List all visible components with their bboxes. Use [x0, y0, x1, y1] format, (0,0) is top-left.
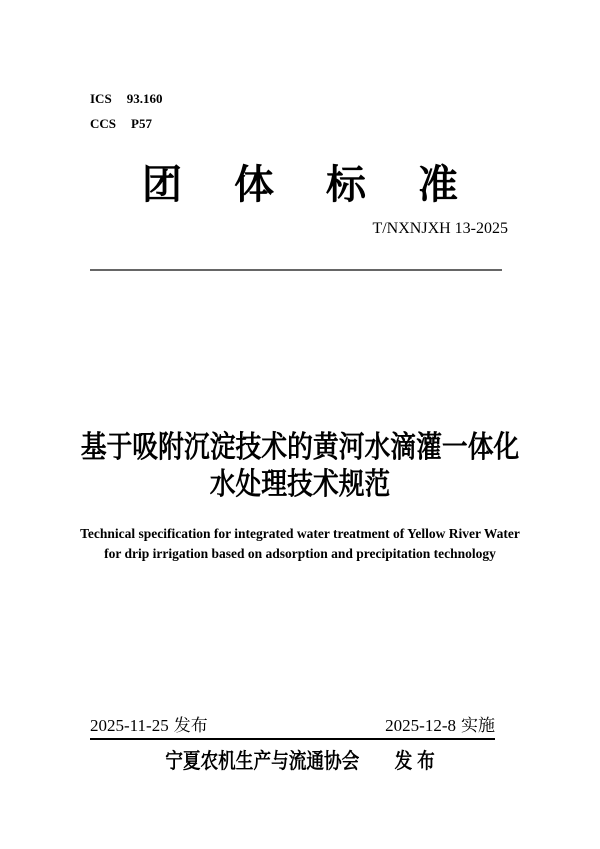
publisher-line	[48, 749, 552, 774]
ics-code-line	[90, 91, 162, 107]
ics-value: 93.160	[126, 91, 163, 106]
publish-date: 2025-11-25	[90, 716, 169, 735]
dates-row	[90, 715, 495, 740]
document-type-heading: 团体标准	[142, 163, 510, 207]
ics-label: ICS	[90, 91, 112, 106]
title-english	[0, 524, 600, 563]
title-chinese-line1: 基于吸附沉淀技术的黄河水滴灌一体化	[80, 431, 520, 464]
ccs-value: P57	[131, 116, 152, 131]
implement-date-line	[385, 715, 495, 736]
ccs-label: CCS	[90, 116, 117, 131]
publish-date-label: 发布	[173, 716, 208, 735]
ccs-code-line	[90, 116, 162, 132]
title-english-line2: for drip irrigation based on adsorption and precipitation technology	[104, 545, 496, 561]
implement-date: 2025-12-8	[385, 716, 456, 735]
header-divider-rule	[90, 269, 502, 271]
title-chinese	[42, 429, 558, 503]
publish-date-line	[90, 715, 208, 736]
classification-codes	[90, 91, 162, 141]
implement-date-label: 实施	[461, 716, 495, 735]
title-chinese-line2: 水处理技术规范	[209, 468, 391, 501]
standard-number: T/NXNJXH 13-2025	[372, 220, 508, 237]
title-english-line1: Technical specification for integrated water treatment of Yellow River Water	[80, 526, 520, 541]
publisher-name: 宁夏农机生产与流通协会	[165, 750, 360, 773]
publisher-issue-label: 发 布	[394, 750, 435, 773]
